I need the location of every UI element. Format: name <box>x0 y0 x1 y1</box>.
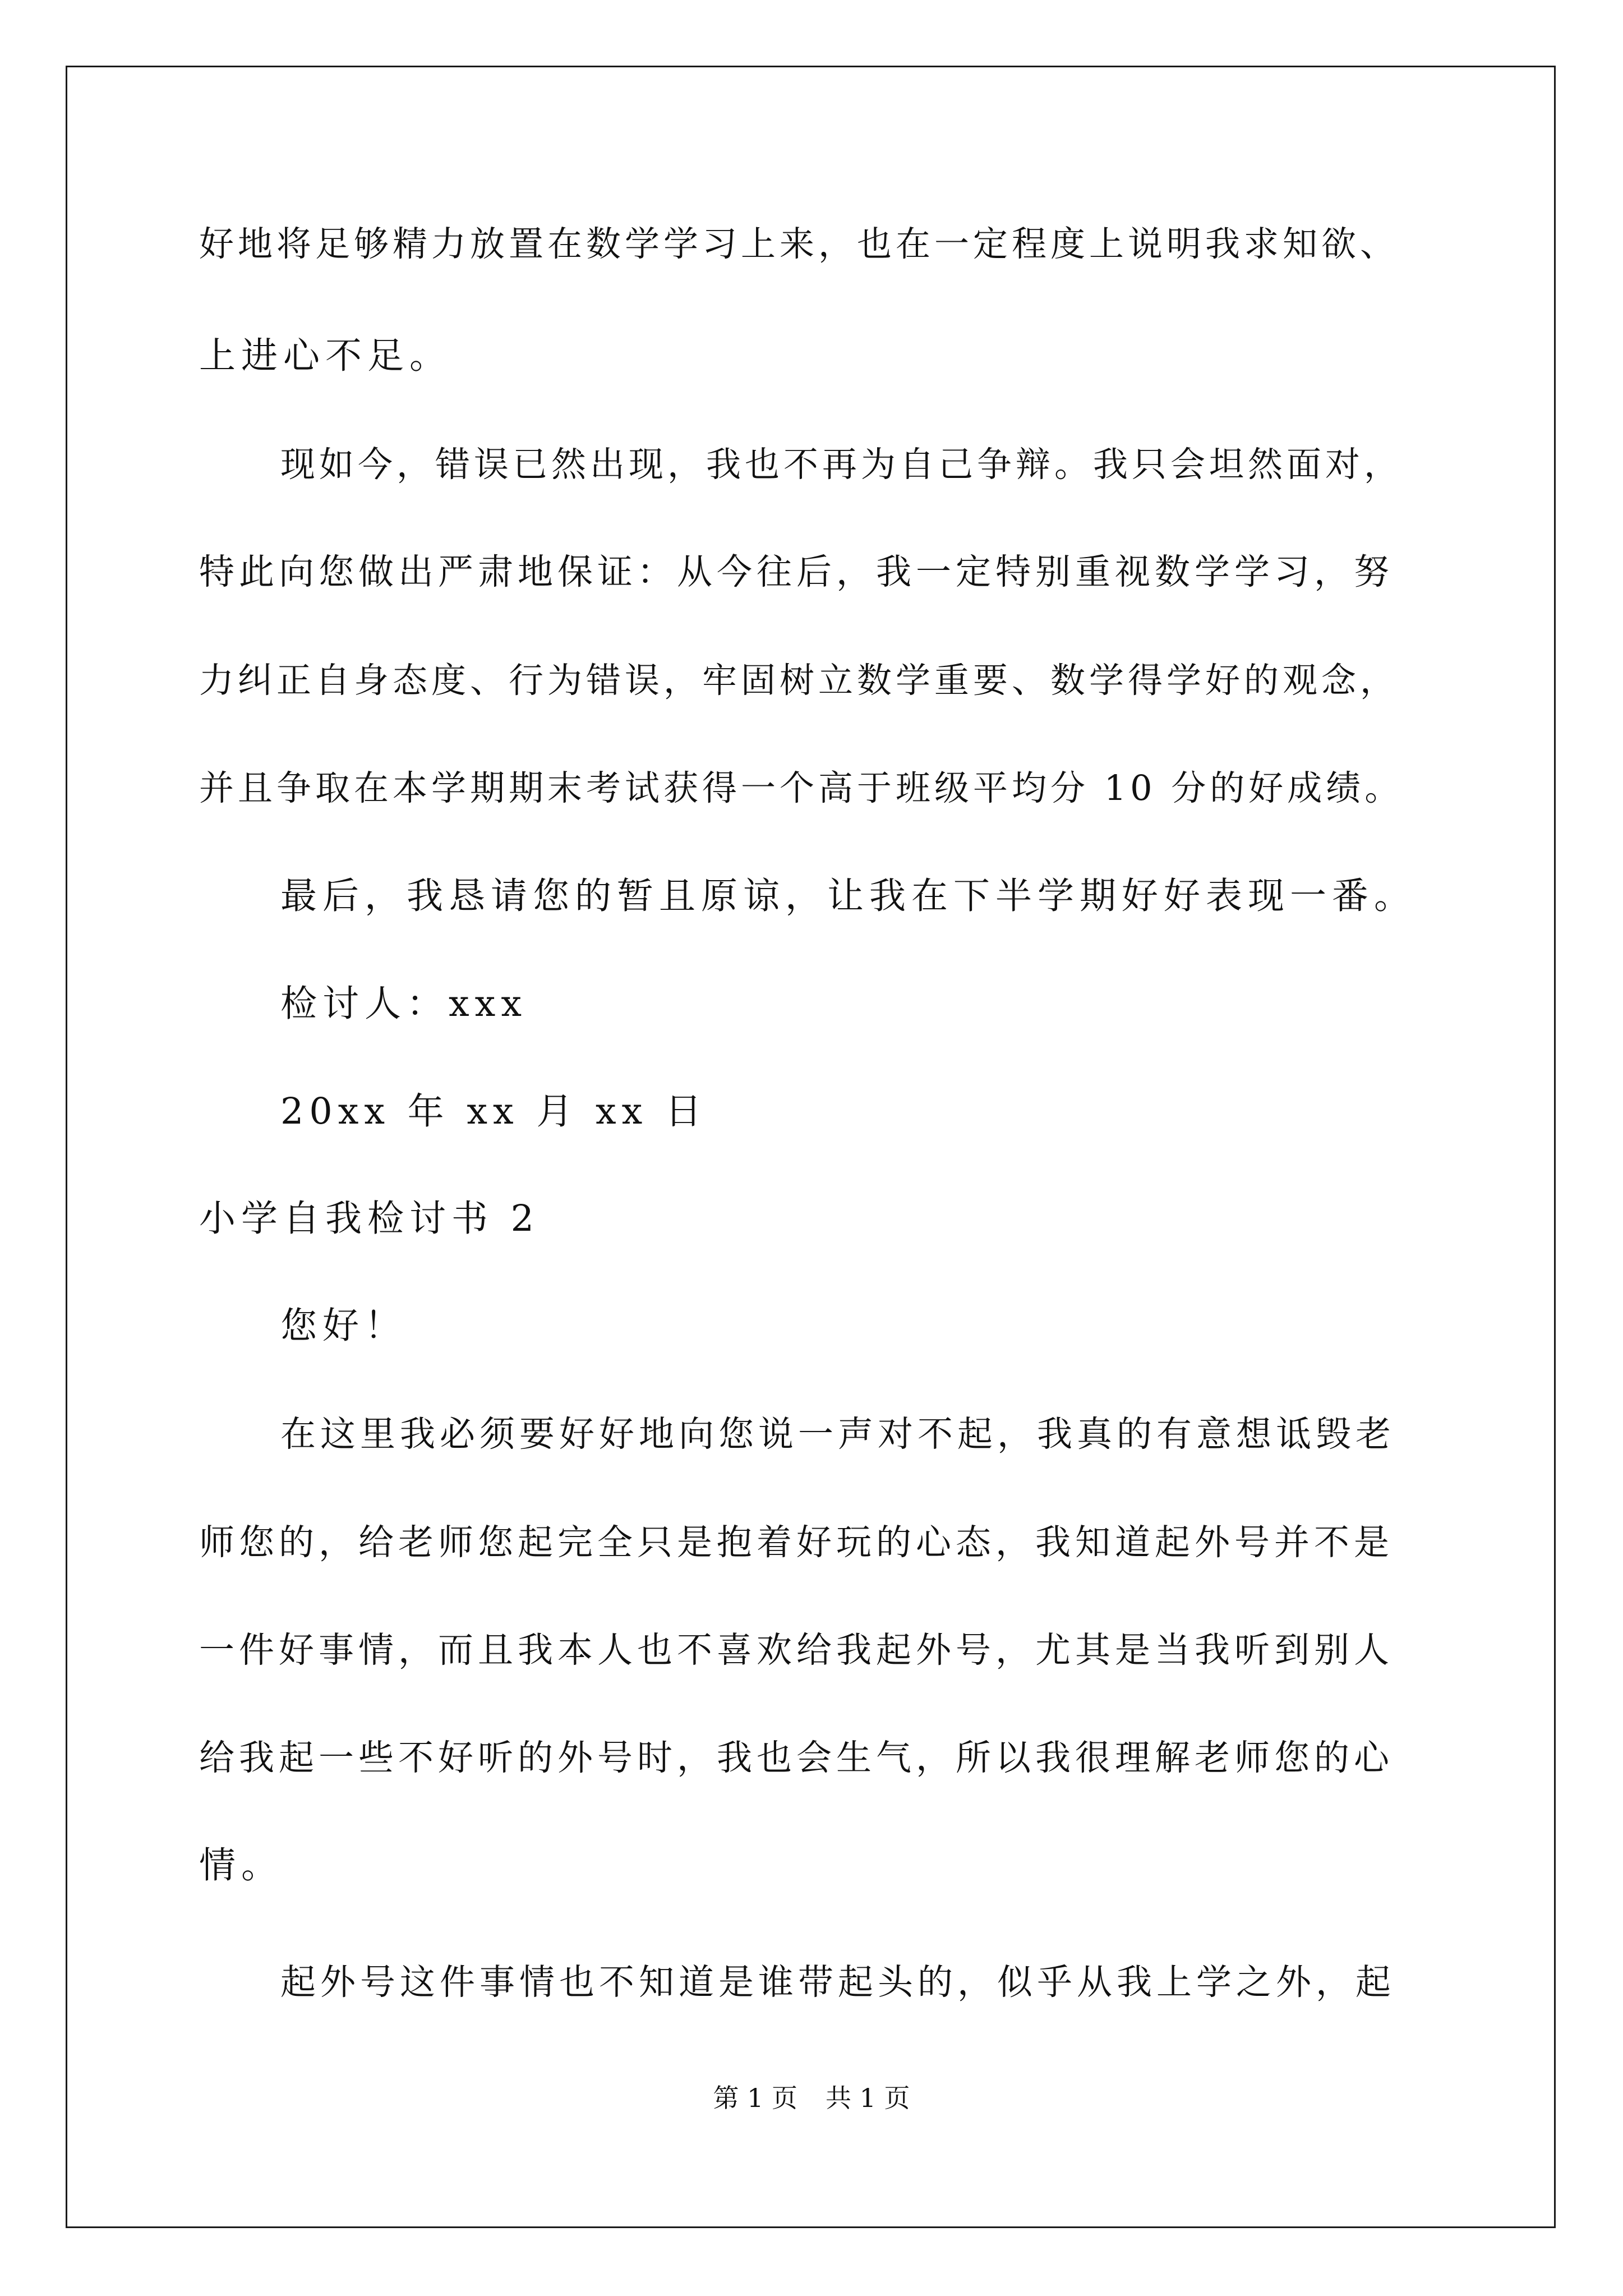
text-line: 力纠正自身态度、行为错误，牢固树立数学重要、数学得学好的观念， <box>199 660 1399 701</box>
date-line: 20xx 年 xx 月 xx 日 <box>280 1091 707 1133</box>
page-border <box>66 66 1556 2228</box>
page-number: 第 1 页 <box>713 2083 797 2113</box>
text-line: 并且争取在本学期期末考试获得一个高于班级平均分 10 分的好成绩。 <box>199 767 1404 808</box>
page-total: 共 1 页 <box>826 2083 910 2113</box>
text-line: 一件好事情，而且我本人也不喜欢给我起外号，尤其是当我听到别人 <box>199 1630 1394 1671</box>
text-line: 情。 <box>199 1844 284 1887</box>
page-footer <box>0 2081 1623 2115</box>
signer-line: 检讨人：xxx <box>280 983 527 1025</box>
text-line: 起外号这件事情也不知道是谁带起头的，似乎从我上学之外，起 <box>280 1962 1395 2003</box>
text-line: 给我起一些不好听的外号时，我也会生气，所以我很理解老师您的心 <box>199 1737 1394 1778</box>
text-line: 在这里我必须要好好地向您说一声对不起，我真的有意想诋毁老 <box>280 1414 1395 1455</box>
section-title: 小学自我检讨书 2 <box>199 1198 540 1240</box>
greeting-line: 您好！ <box>280 1305 407 1347</box>
text-line: 师您的，给老师您起完全只是抱着好玩的心态，我知道起外号并不是 <box>199 1522 1394 1563</box>
text-line: 最后，我恳请您的暂且原谅，让我在下半学期好好表现一番。 <box>280 875 1417 917</box>
text-line: 好地将足够精力放置在数学学习上来，也在一定程度上说明我求知欲、 <box>199 223 1399 264</box>
text-line: 现如今，错误已然出现，我也不再为自己争辩。我只会坦然面对， <box>280 444 1403 485</box>
text-line: 上进心不足。 <box>199 335 452 377</box>
text-line: 特此向您做出严肃地保证：从今往后，我一定特别重视数学学习，努 <box>199 551 1394 592</box>
